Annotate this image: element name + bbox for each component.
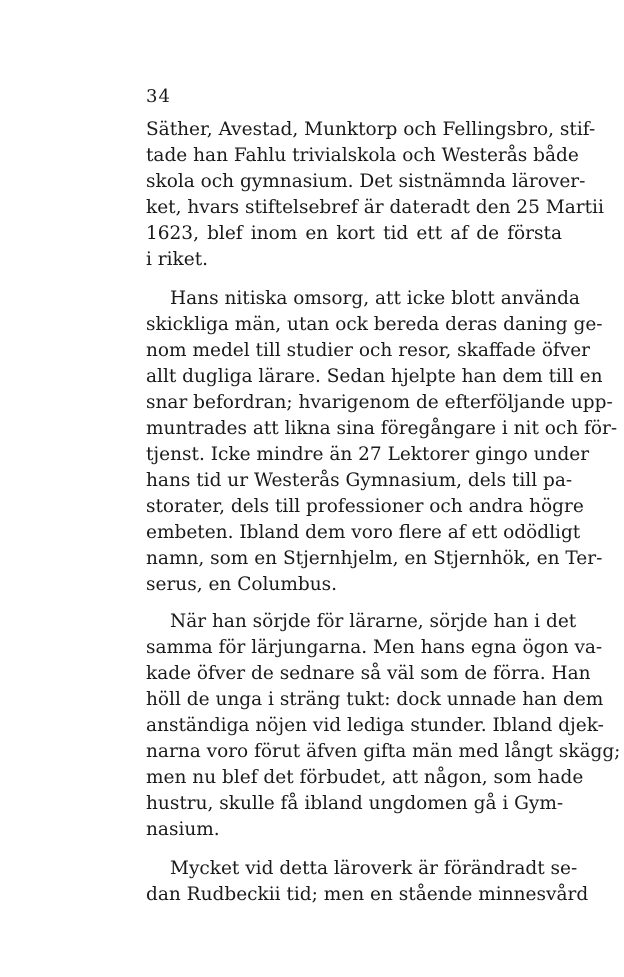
text-line: kade öfver de sednare så väl som de förra. Han (146, 663, 591, 684)
text-line: När han sörjde för lärarne, sörjde han i det (170, 611, 577, 632)
text-line: dan Rudbeckii tid; men en stående minnesvård (146, 884, 589, 905)
text-line: Mycket vid detta läroverk är förändradt se- (170, 858, 578, 879)
text-line: höll de unga i sträng tukt: dock unnade han dem (146, 689, 604, 710)
text-line: muntrades att likna sina föregångare i nit och för- (146, 418, 618, 439)
text-line: i riket. (146, 249, 209, 270)
text-line: anständiga nöjen vid lediga stunder. Ibland djek- (146, 715, 604, 736)
text-line: allt dugliga lärare. Sedan hjelpte han dem till en (146, 366, 603, 387)
text-line: skola och gymnasium. Det sistnämnda lärover- (146, 171, 586, 192)
text-line: samma för lärjungarna. Men hans egna ögon va- (146, 637, 603, 658)
text-line: namn, som en Stjernhjelm, en Stjernhök, en Ter- (146, 548, 603, 569)
text-line: nasium. (146, 819, 220, 840)
text-line: skickliga män, utan ock bereda deras daning ge- (146, 314, 603, 335)
text-line: hustru, skulle få ibland ungdomen gå i Gym- (146, 793, 564, 814)
text-line: men nu blef det förbudet, att någon, som hade (146, 767, 584, 788)
text-line: ket, hvars stiftelsebref är dateradt den 25 Martii (146, 197, 604, 218)
text-line: narna voro förut äfven gifta män med långt skägg; (146, 741, 621, 762)
text-line: storater, dels till professioner och andra högre (146, 496, 584, 517)
text-line: embeten. Ibland dem voro flere af ett odödligt (146, 522, 581, 543)
text-line: tjenst. Icke mindre än 27 Lektorer gingo under (146, 444, 590, 465)
text-line: serus, en Columbus. (146, 574, 337, 595)
text-line: tade han Fahlu trivialskola och Westerås både (146, 145, 579, 166)
text-line: Säther, Avestad, Munktorp och Fellingsbro, stif- (146, 119, 596, 140)
page-number: 34 (146, 86, 171, 107)
text-line: 1623, blef inom en kort tid ett af de första (146, 223, 562, 244)
text-line: hans tid ur Westerås Gymnasium, dels till pa- (146, 470, 573, 491)
text-line: snar befordran; hvarigenom de efterföljande upp- (146, 392, 613, 413)
text-line: nom medel till studier och resor, skaffade öfver (146, 340, 590, 361)
text-line: Hans nitiska omsorg, att icke blott använda (170, 288, 580, 309)
